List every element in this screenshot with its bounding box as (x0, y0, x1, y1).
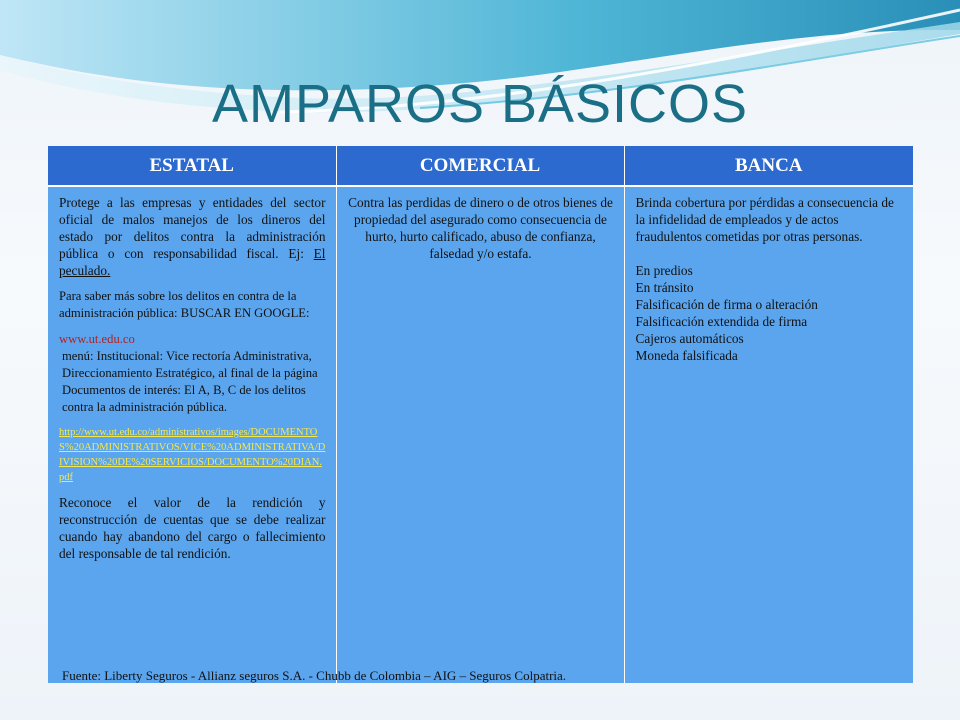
cell-estatal (48, 186, 336, 683)
dian-document-link[interactable]: http://www.ut.edu.co/administrativos/images/DOCUMENTOS%20ADMINISTRATIVOS/VICE%20ADMINISTRATIVA/DIVISION%20DE%20SERVICIOS/DOCUMENTO%20DIAN.pdf (59, 427, 326, 483)
source-footnote: Fuente: Liberty Seguros - Allianz seguros S.A. - Chubb de Colombia – AIG – Seguros Colpatria. (62, 668, 567, 683)
list-item: Falsificación de firma o alteración (635, 297, 818, 312)
estatal-description-text: Protege a las empresas y entidades del sector oficial de malos manejos de los dineros del estado por delitos contra la administración pública o con responsabilidad fiscal. Ej: (59, 195, 326, 261)
estatal-menu-path: menú: Institucional: Vice rectoría Administrativa, Direccionamiento Estratégico, al final de la página Documentos de interés: El A, B, C de los delitos contra la administración pública. (62, 349, 318, 414)
list-item: Cajeros automáticos (635, 331, 744, 346)
list-item: Falsificación extendida de firma (635, 314, 808, 329)
table-header-row (48, 146, 913, 186)
estatal-description (59, 194, 326, 279)
column-header-banca: BANCA (624, 146, 913, 186)
ut-website-link[interactable]: www.ut.edu.co (59, 332, 135, 346)
amparos-table (48, 146, 913, 683)
list-item: En tránsito (635, 280, 694, 295)
banca-description: Brinda cobertura por pérdidas a consecuencia de la infidelidad de empleados y de actos fraudulentos cometidas por otras personas. (635, 195, 894, 244)
comercial-description: Contra las perdidas de dinero o de otros bienes de propiedad del asegurado como consecuencia de hurto, hurto calificado, abuso de confianza, falsedad y/o estafa. (348, 195, 613, 261)
list-item: Moneda falsificada (635, 348, 738, 363)
peculado-link[interactable]: El peculado. (59, 246, 326, 278)
table-row (48, 186, 913, 683)
list-item: En predios (635, 263, 693, 278)
estatal-rendicion-text: Reconoce el valor de la rendición y reconstrucción de cuentas que se debe realizar cuando hay abandono del cargo o fallecimiento del responsable de tal rendición. (59, 495, 326, 561)
column-header-estatal: ESTATAL (48, 146, 336, 186)
page-title: AMPAROS BÁSICOS (211, 74, 749, 134)
banca-coverage-list (636, 262, 904, 364)
column-header-comercial: COMERCIAL (336, 146, 624, 186)
cell-banca (624, 186, 913, 683)
cell-comercial (336, 186, 624, 683)
estatal-more-info: Para saber más sobre los delitos en contra de la administración pública: BUSCAR EN GOOGLE: (59, 289, 310, 320)
